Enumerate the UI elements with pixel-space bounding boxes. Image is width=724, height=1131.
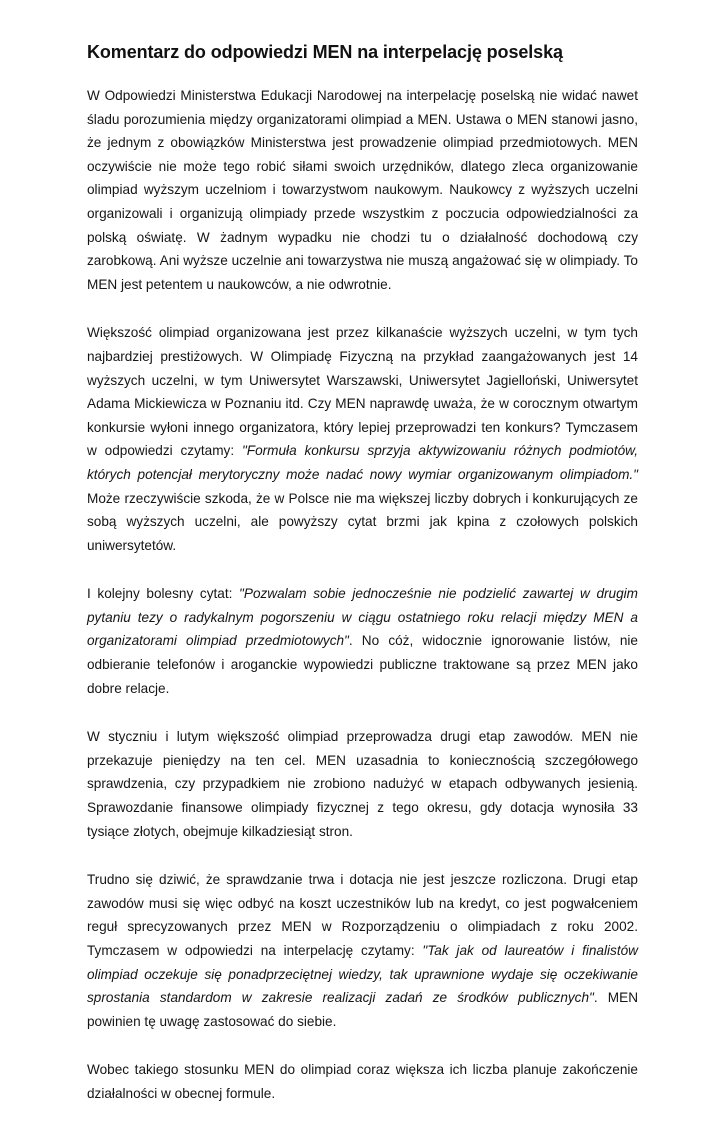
paragraph-text: Może rzeczywiście szkoda, że w Polsce nie ma większej liczby dobrych i konkurujących ze sobą wyższych uczelni, ale powyższy cytat brzmi jak kpina z czołowych polskich uniwersytetów. [87, 490, 638, 553]
paragraph-6 [87, 1058, 638, 1105]
paragraph-text: I kolejny bolesny cytat: [87, 586, 240, 602]
paragraph-text: . MEN powinien tę uwagę zastosować do siebie. [87, 990, 639, 1029]
paragraph-5 [87, 868, 638, 1033]
paragraph-text: Wobec takiego stosunku MEN do olimpiad coraz większa ich liczba planuje zakończenie działalności w obecnej formule. [87, 1062, 638, 1101]
paragraph-1 [87, 84, 638, 296]
quote-text: "Tak jak od laureatów i finalistów olimpiad oczekuje się ponadprzeciętnej wiedzy, tak uprawnione wydaje się oczekiwanie sprostania standardom w zakresie realizacji zadań ze środków publicznych" [87, 943, 638, 1006]
paragraph-text: W Odpowiedzi Ministerstwa Edukacji Narodowej na interpelację poselską nie widać nawet śladu porozumienia między organizatorami olimpiad a MEN. Ustawa o MEN stanowi jasno, że jednym z obowiązków Ministerstwa jest prowadzenie olimpiad przedmiotowych. MEN oczywiście nie może tego robić siłami swoich urzędników, dlatego zleca organizowanie olimpiad wyższym uczelniom i towarzystwom naukowym. Naukowcy z wyższych uczelni organizowali i organizują olimpiady przede wszystkim z poczucia odpowiedzialności za polską oświatę. W żadnym wypadku nie chodzi tu o działalność dochodową czy zarobkową. Ani wyższe uczelnie ani towarzystwa nie muszą angażować się w olimpiady. To MEN jest petentem u naukowców, a nie odwrotnie. [87, 88, 638, 292]
document-body [87, 84, 638, 1131]
paragraph-text: Trudno się dziwić, że sprawdzanie trwa i dotacja nie jest jeszcze rozliczona. Drugi etap zawodów musi się więc odbyć na koszt uczestników lub na kredyt, co jest pogwałceniem reguł sprecyzowanych przez MEN w Rozporządzeniu o olimpiadach z roku 2002. Tymczasem w odpowiedzi na interpelację czytamy: [87, 872, 638, 958]
paragraph-text: . No cóż, widocznie ignorowanie listów, nie odbieranie telefonów i aroganckie wypowiedzi publiczne traktowane są przez MEN jako dobre relacje. [87, 633, 638, 696]
paragraph-text: Większość olimpiad organizowana jest przez kilkanaście wyższych uczelni, w tym tych najbardziej prestiżowych. W Olimpiadę Fizyczną na przykład zaangażowanych jest 14 wyższych uczelni, w tym Uniwersytet Warszawski, Uniwersytet Jagielloński, Uniwersytet Adama Mickiewicza w Poznaniu itd. Czy MEN naprawdę uważa, że w corocznym otwartym konkursie wyłoni innego organizatora, który lepiej przeprowadzi ten konkurs? Tymczasem w odpowiedzi czytamy: [87, 325, 638, 459]
paragraph-3 [87, 582, 638, 700]
paragraph-text: W styczniu i lutym większość olimpiad przeprowadza drugi etap zawodów. MEN nie przekazuje pieniędzy na ten cel. MEN uzasadnia to koniecznością szczegółowego sprawdzenia, czy przypadkiem nie zrobiono nadużyć w etapach odbywanych jesienią. Sprawozdanie finansowe olimpiady fizycznej z tego okresu, gdy dotacja wynosiła 33 tysiące złotych, obejmuje kilkadziesiąt stron. [87, 729, 638, 839]
paragraph-4 [87, 725, 638, 843]
paragraph-2 [87, 321, 638, 557]
document-title: Komentarz do odpowiedzi MEN na interpelację poselską [87, 42, 563, 62]
quote-text: "Pozwalam sobie jednocześnie nie podzielić zawartej w drugim pytaniu tezy o radykalnym pogorszeniu w ciągu ostatniego roku relacji między MEN a organizatorami olimpiad przedmiotowych" [87, 586, 639, 649]
quote-text: "Formuła konkursu sprzyja aktywizowaniu różnych podmiotów, których potencjał merytoryczny może nadać nowy wymiar organizowanym olimpiadom." [87, 443, 638, 482]
